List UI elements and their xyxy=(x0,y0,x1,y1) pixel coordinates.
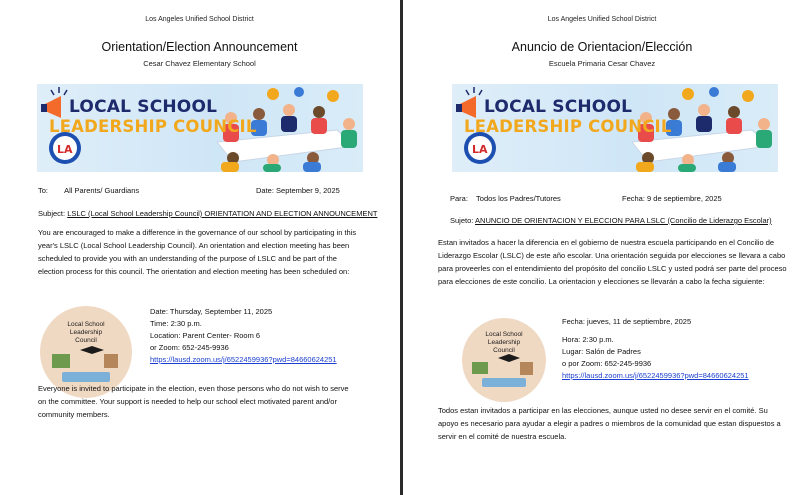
date-label: Fecha: xyxy=(622,194,645,203)
detail-date-value: jueves, 11 de septiembre, 2025 xyxy=(587,317,692,326)
english-page xyxy=(0,0,399,495)
svg-text:LA: LA xyxy=(472,143,488,156)
date-label: Date: xyxy=(256,186,274,195)
students-icon xyxy=(62,372,110,382)
detail-location-label: Lugar: xyxy=(562,347,584,356)
page-title: Orientation/Election Announcement xyxy=(101,40,298,54)
spanish-page xyxy=(404,0,800,495)
to-value: Todos los Padres/Tutores xyxy=(476,194,561,203)
speech-bubble-icon xyxy=(267,88,279,100)
students-icon xyxy=(482,378,526,387)
logo-line2: Leadership xyxy=(69,329,103,336)
detail-zoom: o por Zoom: 652-245-9936 xyxy=(562,359,652,368)
megaphone-icon xyxy=(460,96,476,118)
zoom-link[interactable]: https://lausd.zoom.us/j/6522459936?pwd=84660624251 xyxy=(562,371,749,380)
closing-paragraph: Todos estan invitados a participar en las elecciones, aunque usted no desee servir en el comité. Su apoyo es necesario para ayudar a elegir a padres o miembros de la comunidad que estan dispuestos a servir en el comité de nuestra escuela. xyxy=(438,406,781,441)
subject-label: Sujeto: xyxy=(450,216,474,225)
detail-location-value: Salón de Padres xyxy=(585,347,641,356)
logo-line3: Council xyxy=(493,347,515,354)
date-value: September 9, 2025 xyxy=(276,186,340,195)
intro-paragraph: You are encouraged to make a difference in the governance of our school by participating in this year's LSLC (Local School Leadership Council). An orientation and election meeting has been scheduled to provide you with an understanding of the purpose of LSLC and be part of the election process for this council. The orientation and election meeting has been scheduled on: xyxy=(38,228,357,276)
subject-value: ANUNCIO DE ORIENTACION Y ELECCION PARA LSLC (Concilio de Liderazgo Escolar) xyxy=(475,216,772,225)
logo-line1: Local School xyxy=(67,321,105,328)
detail-location-value: Parent Center- Room 6 xyxy=(182,331,261,340)
banner-title-line1: LOCAL SCHOOL xyxy=(484,97,633,117)
detail-zoom: or Zoom: 652-245-9936 xyxy=(150,343,229,352)
subject-row xyxy=(38,209,377,218)
chalkboard-icon xyxy=(52,354,70,368)
to-label: To: xyxy=(38,186,49,195)
books-icon xyxy=(104,354,118,368)
banner-title-line1: LOCAL SCHOOL xyxy=(69,97,218,117)
detail-time-label: Hora: xyxy=(562,335,581,344)
banner-title-line2: LEADERSHIP COUNCIL xyxy=(464,117,672,136)
detail-time-value: 2:30 p.m. xyxy=(582,335,614,344)
books-icon xyxy=(520,362,533,375)
detail-date-label: Date: xyxy=(150,307,168,316)
school-name: Escuela Primaria Cesar Chavez xyxy=(548,59,656,68)
logo-line1: Local School xyxy=(485,331,523,338)
banner-title-line2: LEADERSHIP COUNCIL xyxy=(49,117,257,136)
lslc-banner xyxy=(452,84,778,172)
meeting-details xyxy=(562,316,749,382)
detail-time-value: 2:30 p.m. xyxy=(170,319,202,328)
speech-bubble-icon xyxy=(682,88,694,100)
to-label: Para: xyxy=(450,194,468,203)
zoom-link[interactable]: https://lausd.zoom.us/j/6522459936?pwd=84660624251 xyxy=(150,355,337,364)
district-name: Los Angeles Unified School District xyxy=(547,16,657,23)
detail-date-label: Fecha: xyxy=(562,317,585,326)
graduation-cap-icon xyxy=(80,346,104,354)
subject-value: LSLC (Local School Leadership Council) ORIENTATION AND ELECTION ANNOUNCEMENT xyxy=(67,209,378,218)
svg-text:LA: LA xyxy=(57,143,73,156)
page-divider xyxy=(400,0,403,495)
megaphone-icon xyxy=(45,96,61,118)
to-value: All Parents/ Guardians xyxy=(64,186,140,195)
closing-paragraph: Everyone is invited to participate in the election, even those persons who do not wish to serve on the committee. Your support is needed to help our school elect motivated parent and/or community members. xyxy=(38,384,349,419)
detail-date-value: Thursday, September 11, 2025 xyxy=(169,307,273,316)
subject-row xyxy=(450,216,772,225)
subject-label: Subject: xyxy=(38,209,66,218)
to-row xyxy=(450,194,561,203)
lslc-logo xyxy=(462,318,546,402)
date-row xyxy=(256,186,340,195)
to-row xyxy=(38,186,139,195)
chalkboard-icon xyxy=(472,362,488,374)
intro-paragraph: Estan invitados a hacer la diferencia en el gobierno de nuestra escuela participando en el Concilio de Liderazgo Escolar (LSLC) de este año escolar. Una orientación seguida por elecciones se llevara a cabo para proveerles con el entendimiento del propósito del concilio LSLC y usted podrá ser parte del proceso para elecciones de este concilio. La orientacion y elecciones se llevarán a cabo la fecha siguiente: xyxy=(438,238,787,286)
lslc-banner xyxy=(37,84,363,172)
school-name: Cesar Chavez Elementary School xyxy=(143,59,256,68)
graduation-cap-icon xyxy=(498,354,520,362)
detail-location-label: Location: xyxy=(150,331,181,340)
logo-line3: Council xyxy=(75,337,97,344)
date-value: 9 de septiembre, 2025 xyxy=(647,194,722,203)
district-name: Los Angeles Unified School District xyxy=(145,16,254,23)
page-title: Anuncio de Orientacion/Elección xyxy=(511,40,693,54)
meeting-details xyxy=(150,306,337,366)
logo-line2: Leadership xyxy=(487,339,521,346)
date-row xyxy=(622,194,722,203)
detail-time-label: Time: xyxy=(150,319,169,328)
